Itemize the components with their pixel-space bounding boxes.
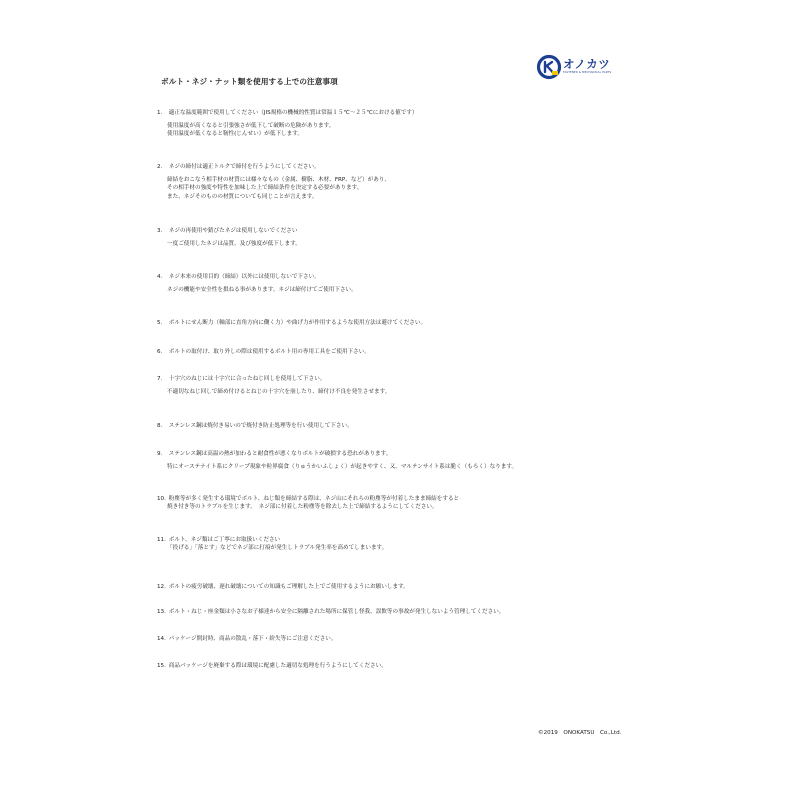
notice-item bbox=[157, 273, 357, 294]
notice-body bbox=[157, 388, 390, 396]
notice-heading-text: ステンレス鋼は焼付き易いので焼付き防止処理等を行い使用して下さい。 bbox=[167, 423, 353, 429]
notice-number: 15. bbox=[157, 663, 166, 669]
logo-tagline: FASTENER & MECHANICAL PARTS bbox=[563, 71, 612, 74]
notice-heading-text: ボルトの取付け、取り外しの際は使用するボルト用の専用工具をご使用下さい。 bbox=[167, 349, 370, 355]
notice-body-line: その相手材の強度や特性を加味した上で締結条件を決定する必要があります。 bbox=[167, 185, 363, 192]
notice-body-line: 特にオーステナイト系にクリープ現象や粒界腐食（りゅうかいふしょく）が起きやすく、又、マルテンサイト系は脆く（もろく）なります。 bbox=[167, 464, 518, 471]
notice-body-line: 「投げる」「落とす」などでネジ部に打痕が発生しトラブル発生率を高めてしまいます。 bbox=[167, 545, 388, 552]
notice-item bbox=[157, 608, 504, 616]
notice-heading bbox=[157, 375, 390, 383]
notice-heading-text: パッケージ開封時、商品の散乱・落下・紛失等にご注意ください。 bbox=[167, 636, 337, 642]
notice-item bbox=[157, 635, 336, 643]
notice-heading-text: 適正な温度範囲で使用してください（JIS規格の機械的性質は常温１５℃～２５℃における値です） bbox=[167, 110, 418, 116]
notice-item bbox=[157, 536, 387, 552]
notice-number: 6. bbox=[157, 349, 163, 355]
notice-heading-text: 粉塵等が多く発生する環境でボルト、ねじ類を締結する際は、ネジ山にそれらの粉塵等が付着したまま締結をすると bbox=[167, 496, 460, 502]
notice-item bbox=[157, 583, 409, 591]
notice-heading bbox=[157, 273, 357, 281]
notice-heading-text: ネジの締付は適正トルクで締付を行うようにしてください。 bbox=[167, 164, 320, 170]
notice-item bbox=[157, 495, 459, 511]
notice-body-line: また、ネジそのものの材質についても同じことが言えます。 bbox=[167, 193, 318, 200]
notice-body-line: 締結をおこなう相手材の材質には様々なもの（金属、樹脂、木材、FRP、など）があり、 bbox=[167, 177, 391, 184]
notice-heading-text: ネジ本来の使用目的（締結）以外には使用しないで下さい。 bbox=[167, 274, 320, 280]
notice-item bbox=[157, 319, 426, 327]
notice-heading-text: ステンレス鋼は高温の熱が加わると耐食性が悪くなりボルトが破損する恐れがあります。 bbox=[167, 451, 392, 457]
notice-item bbox=[157, 163, 390, 201]
notice-body bbox=[157, 286, 357, 294]
notice-body bbox=[157, 463, 517, 471]
notice-heading-text: 商品パッケージを廃棄する際は環境に配慮した適切な処理を行うようにしてください。 bbox=[167, 663, 387, 669]
notice-number: 11. bbox=[157, 537, 166, 543]
notice-body bbox=[157, 503, 459, 511]
notice-heading bbox=[157, 163, 390, 171]
notice-heading bbox=[157, 450, 517, 458]
notice-body bbox=[157, 122, 418, 138]
notice-body bbox=[157, 176, 390, 201]
notice-number: 4. bbox=[157, 274, 163, 280]
notice-number: 8. bbox=[157, 423, 163, 429]
notice-heading-text: ボルトにせん断力（軸部に直角方向に働く力）や曲げ力が作用するような使用方法は避けてください。 bbox=[167, 320, 427, 326]
notice-number: 10. bbox=[157, 496, 166, 502]
notice-heading-text: ネジの再使用や錆びたネジは使用しないでください bbox=[167, 228, 298, 234]
notice-heading bbox=[157, 109, 418, 117]
notice-heading bbox=[157, 348, 370, 356]
notice-heading-text: ボルト・ねじ・座金類は小さなお子様達から安全に隔離された場所に保管し怪我、誤飲等の事故が発生しないよう管理してください。 bbox=[167, 609, 505, 615]
notice-item bbox=[157, 109, 418, 139]
notice-heading-text: ボルトの疲労破壊、遅れ破壊についての知識もご理解した上でご使用するようにお願いします。 bbox=[167, 584, 409, 590]
notice-heading bbox=[157, 536, 387, 544]
notice-heading bbox=[157, 495, 459, 503]
logo-wordmark: オノカツ bbox=[563, 57, 611, 71]
notice-body-line: 使用温度が低くなると靭性(じんせい）が低下します。 bbox=[167, 131, 303, 138]
onokatsu-logo-icon bbox=[536, 54, 564, 80]
notice-body-line: ネジの機能や安全性を損ねる事があります。ネジは締付けてご使用下さい。 bbox=[167, 287, 357, 294]
notice-heading bbox=[157, 319, 426, 327]
copyright-footer: ©2019 ONOKATSU Co.,Ltd. bbox=[538, 730, 622, 736]
notice-body-line: 使用温度が高くなると引張強さが低下して破断の危険があります。 bbox=[167, 123, 335, 130]
notice-heading-text: ボルト、ネジ類はご丁寧にお取扱いください bbox=[167, 537, 281, 543]
notice-number: 3. bbox=[157, 228, 163, 234]
notice-heading bbox=[157, 583, 409, 591]
notice-number: 1. bbox=[157, 110, 163, 116]
notice-heading-text: 十字穴のねじには十字穴に合ったねじ回しを使用して下さい。 bbox=[167, 376, 326, 382]
notice-item bbox=[157, 450, 517, 471]
notice-heading bbox=[157, 422, 353, 430]
notice-number: 13. bbox=[157, 609, 166, 615]
notice-number: 2. bbox=[157, 164, 163, 170]
notice-number: 14. bbox=[157, 636, 166, 642]
notice-body-line: 不適切なねじ回しで締め付けるとねじの十字穴を崩したり、締付け不良を発生させます。 bbox=[167, 389, 391, 396]
notice-heading bbox=[157, 635, 336, 643]
notice-body bbox=[157, 544, 387, 552]
notice-number: 9. bbox=[157, 451, 163, 457]
notice-item bbox=[157, 662, 387, 670]
notice-item bbox=[157, 422, 353, 430]
notice-number: 7. bbox=[157, 376, 163, 382]
notice-number: 12. bbox=[157, 584, 166, 590]
notice-item bbox=[157, 375, 390, 396]
page-title: ボルト・ネジ・ナット類を使用する上での注意事項 bbox=[161, 77, 338, 86]
notice-body bbox=[157, 240, 301, 248]
notice-heading bbox=[157, 227, 301, 235]
notice-body-line: 焼き付き等のトラブルを生じます。 ネジ部に付着した粉塵等を除去した上で締結するようにしてください。 bbox=[167, 504, 438, 511]
notice-heading bbox=[157, 608, 504, 616]
notice-item bbox=[157, 348, 370, 356]
notice-heading bbox=[157, 662, 387, 670]
notice-body-line: 一度ご使用したネジは品質、及び強度が低下します。 bbox=[167, 241, 301, 248]
notice-item bbox=[157, 227, 301, 248]
notice-number: 5. bbox=[157, 320, 163, 326]
company-logo bbox=[536, 54, 632, 80]
